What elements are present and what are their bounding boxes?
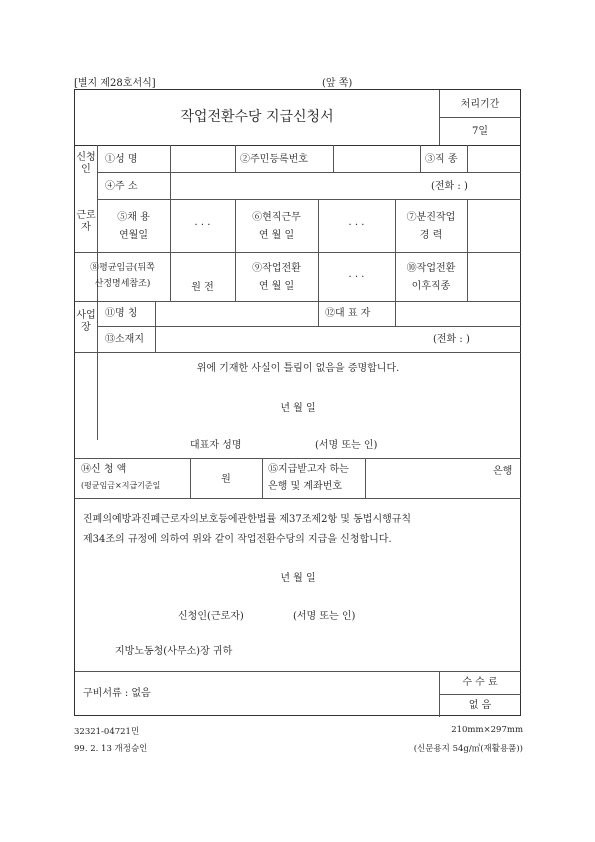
application-form: [74, 89, 521, 716]
post-transfer-occupation-label: ⑩작업전환 이후직종: [406, 263, 456, 292]
current-job-value: · · ·: [348, 220, 365, 231]
certification-date: 년 월 일: [280, 403, 316, 414]
average-wage-label: ⑧평균임금(뒤쪽 산정명세참조): [90, 263, 155, 290]
form-code: 32321-04721민: [74, 727, 140, 737]
current-job-label: ⑥현직근무 연 월 일: [252, 212, 301, 241]
processing-period-value: 7일: [471, 126, 489, 137]
claim-amount-unit: 원: [221, 474, 231, 485]
applicant-sign-note: (서명 또는 인): [293, 611, 356, 622]
processing-period-label: 처리기간: [460, 99, 500, 110]
declaration-line-2: 제34조의 규정에 의하여 위와 같이 작업전환수당의 지급을 신청합니다.: [83, 534, 392, 545]
transfer-date-label: ⑨작업전환 연 월 일: [252, 263, 301, 292]
section-worker: 근로자: [76, 210, 96, 233]
claim-amount-label: ⑭신 청 액 (평균임금×지급기준일: [81, 464, 161, 490]
occupation-label: ③직 종: [425, 154, 458, 165]
average-wage-unit: 원 전: [191, 282, 214, 293]
representative-signature-label: 대표자 성명: [190, 440, 242, 451]
address-label: ④주 소: [105, 181, 138, 192]
bank-account-label: ⑮지급받고자 하는 은행 및 계좌번호: [268, 464, 349, 492]
declaration-date: 년 월 일: [280, 573, 316, 584]
dust-career-label: ⑦분진작업 경 력: [406, 212, 456, 241]
section-applicant: 신청인: [76, 152, 96, 175]
fee-label: 수 수 료: [462, 677, 498, 688]
required-documents: 구비서류 : 없음: [83, 688, 151, 699]
location-phone: (전화 : ): [433, 334, 470, 345]
paper-type: (신문용지 54g/㎡(재활용품)): [413, 744, 523, 754]
certification-statement: 위에 기재한 사실이 틀림이 없음을 증명합니다.: [196, 363, 400, 374]
paper-size: 210mm×297mm: [451, 725, 523, 735]
approval-date: 99. 2. 13 개정승인: [74, 744, 148, 754]
fee-value: 없 음: [468, 700, 492, 711]
hire-date-value: · · ·: [194, 220, 211, 231]
declaration-line-1: 진폐의예방과진폐근로자의보호등에관한법률 제37조제2항 및 동법시행규칙: [83, 514, 412, 525]
section-workplace: 사업장: [76, 310, 96, 333]
bank-unit: 은행: [493, 466, 513, 477]
resident-number-label: ②주민등록번호: [240, 154, 308, 165]
addressee: 지방노동청(사무소)장 귀하: [115, 646, 233, 657]
page-side: (앞 쪽): [322, 78, 353, 89]
form-header: [74, 74, 523, 88]
form-number: [별지 제28호서식]: [74, 78, 156, 89]
footer-row-2: [74, 742, 523, 754]
hire-date-label: ⑤채 용 연월일: [117, 212, 150, 241]
representative-label: ⑫대 표 자: [325, 308, 371, 319]
address-phone: (전화 : ): [431, 181, 468, 192]
applicant-signature-label: 신청인(근로자): [178, 611, 244, 622]
form-title: 작업전환수당 지급신청서: [180, 109, 334, 125]
transfer-date-value: · · ·: [348, 272, 365, 283]
business-name-label: ⑪명 칭: [105, 308, 138, 319]
location-label: ⑬소재지: [105, 334, 144, 345]
footer-row-1: [74, 725, 523, 737]
representative-sign-note: (서명 또는 인): [315, 440, 378, 451]
name-label: ①성 명: [105, 154, 138, 165]
